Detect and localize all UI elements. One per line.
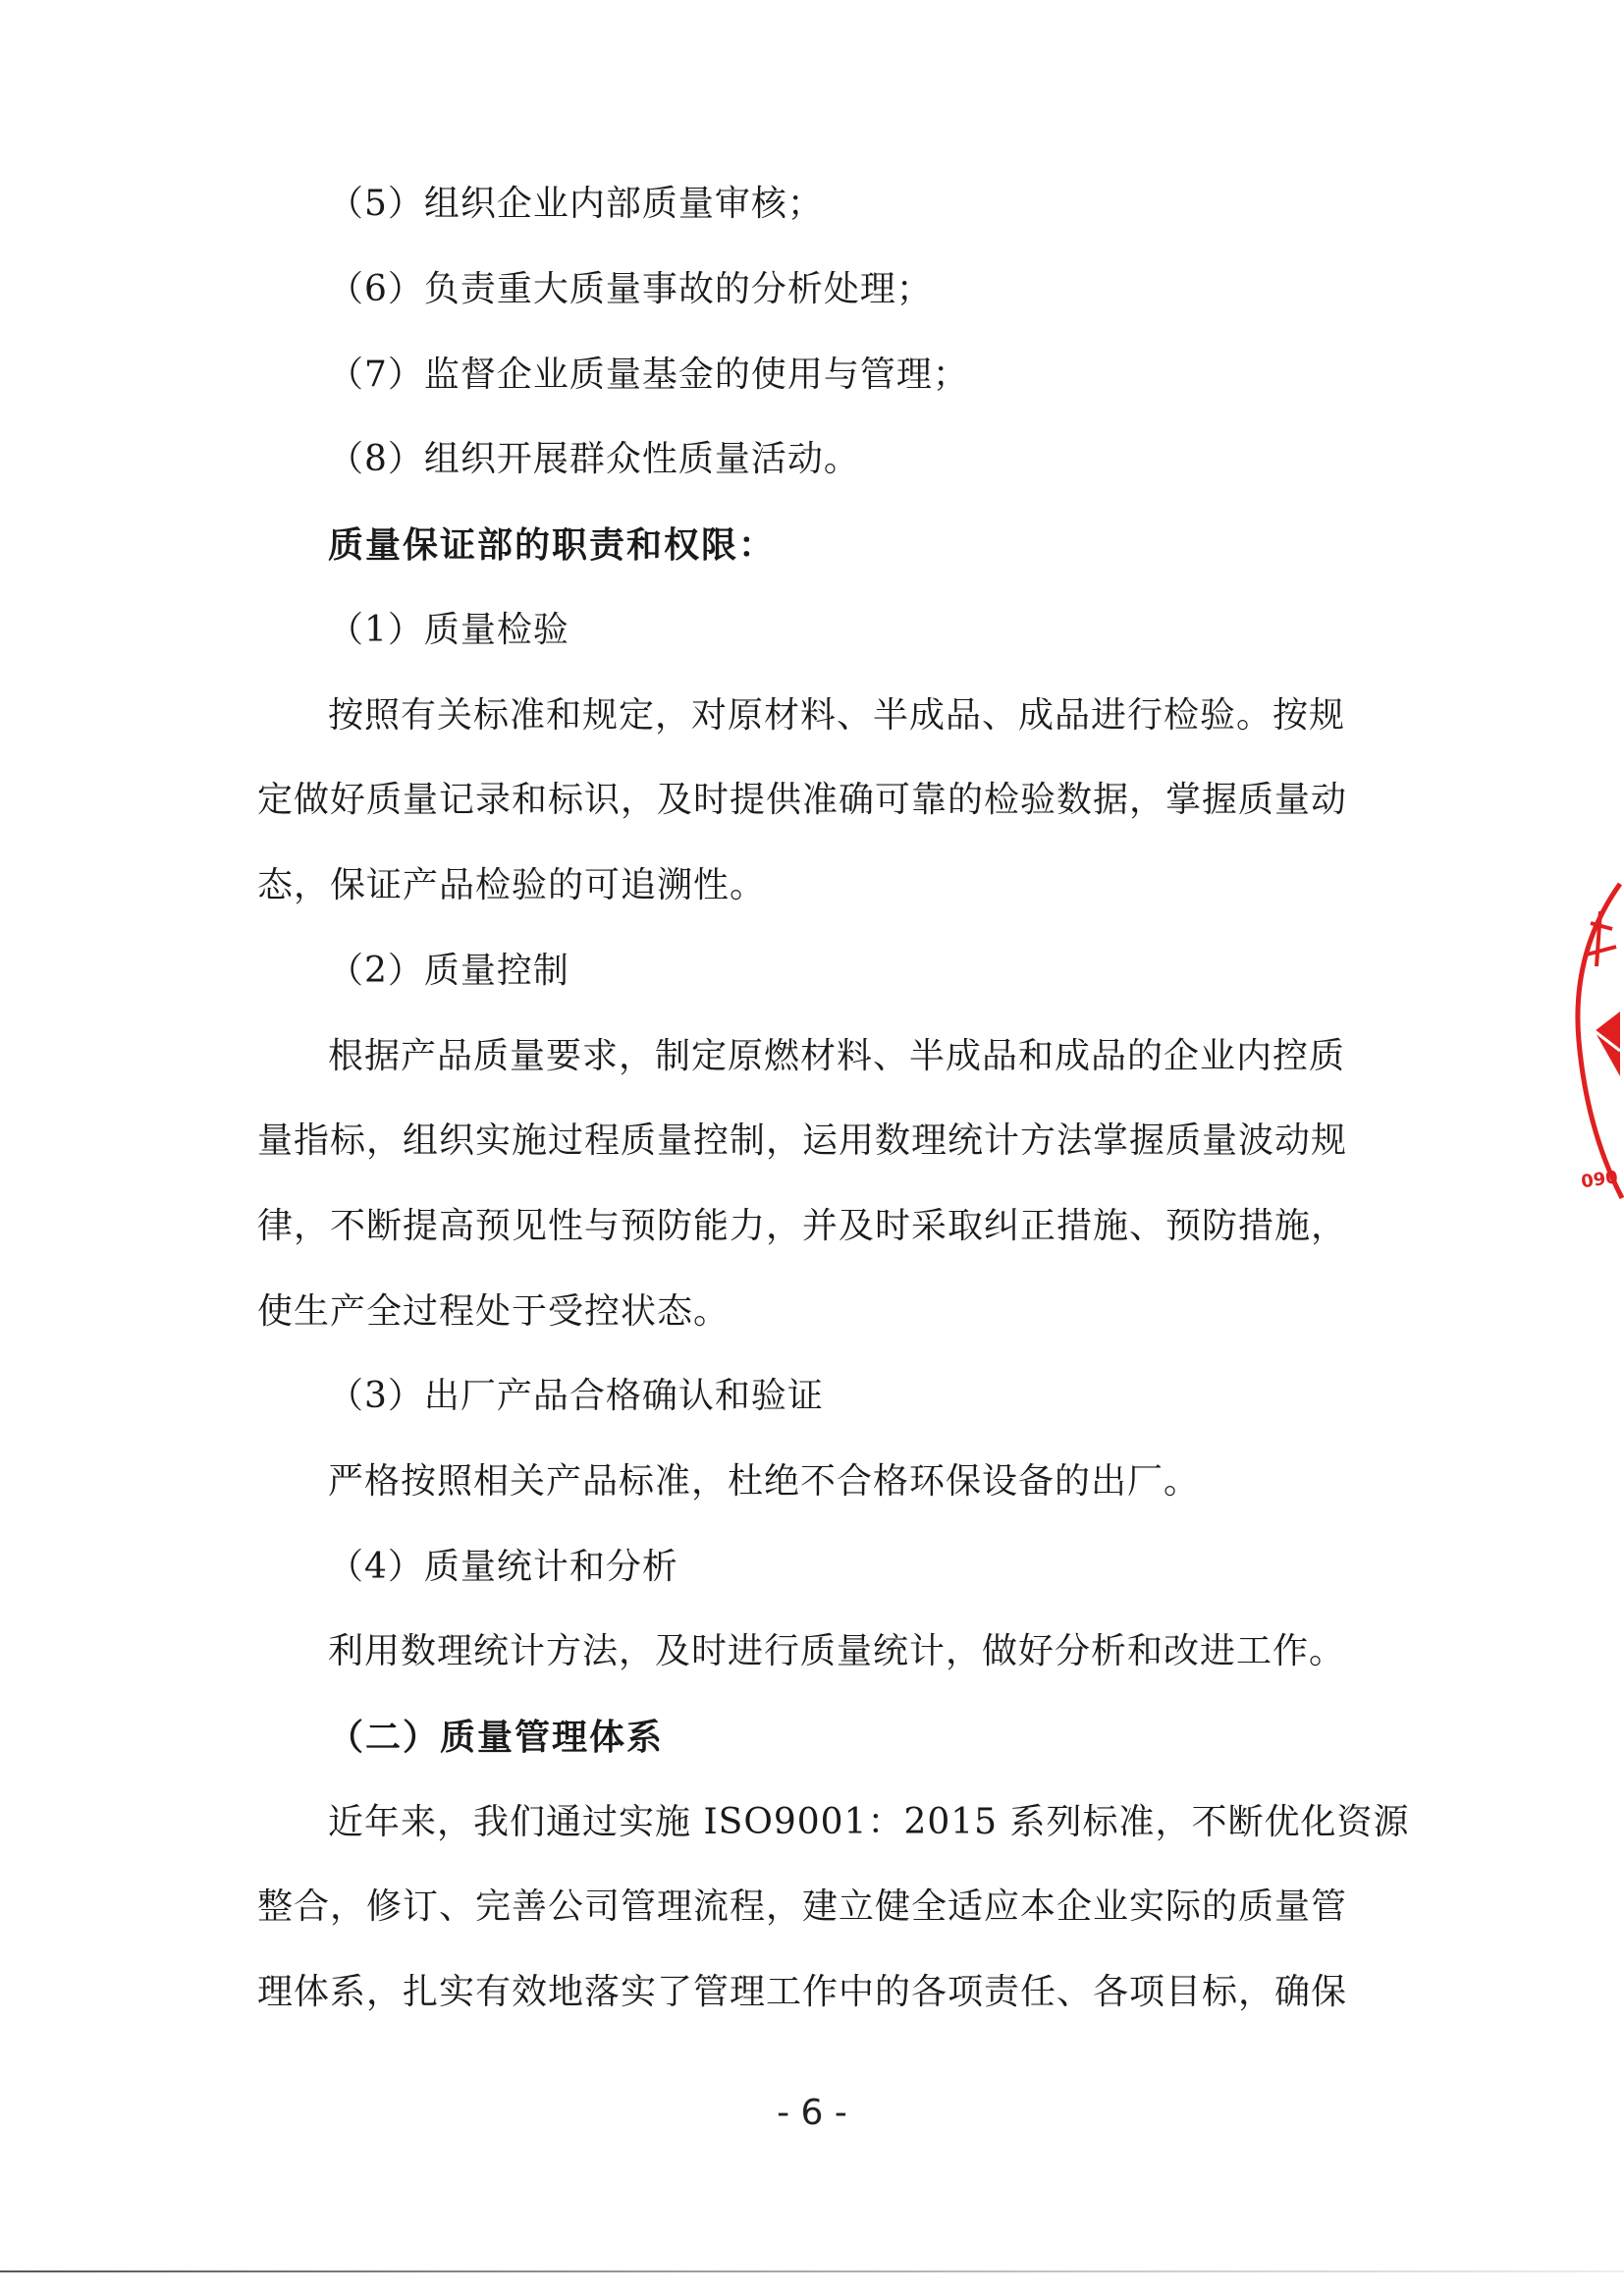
subheading-quality-control: （2）质量控制 — [328, 951, 569, 991]
list-item-5: （5）组织企业内部质量审核； — [328, 184, 824, 224]
paragraph-line: 近年来，我们通过实施 ISO9001：2015 系列标准，不断优化资源 — [328, 1802, 1410, 1842]
paragraph-line: 利用数理统计方法，及时进行质量统计，做好分析和改进工作。 — [328, 1631, 1346, 1671]
paragraph-line: 严格按照相关产品标准，杜绝不合格环保设备的出厂。 — [328, 1461, 1201, 1502]
seal-icon — [1551, 864, 1624, 1218]
bottom-rule — [0, 2270, 1624, 2272]
subheading-quality-inspection: （1）质量检验 — [328, 610, 569, 650]
section-heading-quality-system: （二）质量管理体系 — [328, 1717, 665, 1758]
paragraph-line: 按照有关标准和规定，对原材料、半成品、成品进行检验。按规 — [328, 695, 1346, 736]
paragraph-line: 态，保证产品检验的可追溯性。 — [257, 865, 767, 905]
paragraph-line: 整合，修订、完善公司管理流程，建立健全适应本企业实际的质量管 — [257, 1886, 1348, 1927]
page-number: - 6 - — [777, 2093, 847, 2133]
company-seal-fragment — [1551, 864, 1624, 1218]
paragraph-line: 律，不断提高预见性与预防能力，并及时采取纠正措施、预防措施， — [257, 1206, 1348, 1246]
paragraph-line: 定做好质量记录和标识，及时提供准确可靠的检验数据，掌握质量动 — [257, 780, 1348, 820]
paragraph-line: 根据产品质量要求，制定原燃材料、半成品和成品的企业内控质 — [328, 1036, 1346, 1076]
subheading-factory-acceptance: （3）出厂产品合格确认和验证 — [328, 1376, 824, 1416]
paragraph-line: 使生产全过程处于受控状态。 — [257, 1291, 731, 1332]
section-heading-qa-department: 质量保证部的职责和权限： — [328, 524, 777, 566]
list-item-6: （6）负责重大质量事故的分析处理； — [328, 269, 933, 309]
paragraph-line: 理体系，扎实有效地落实了管理工作中的各项责任、各项目标，确保 — [257, 1972, 1348, 2012]
paragraph-line: 量指标，组织实施过程质量控制，运用数理统计方法掌握质量波动规 — [257, 1121, 1348, 1161]
subheading-quality-statistics: （4）质量统计和分析 — [328, 1547, 678, 1587]
list-item-7: （7）监督企业质量基金的使用与管理； — [328, 355, 969, 395]
list-item-8: （8）组织开展群众性质量活动。 — [328, 439, 860, 479]
seal-text: 090 — [1579, 1167, 1620, 1193]
